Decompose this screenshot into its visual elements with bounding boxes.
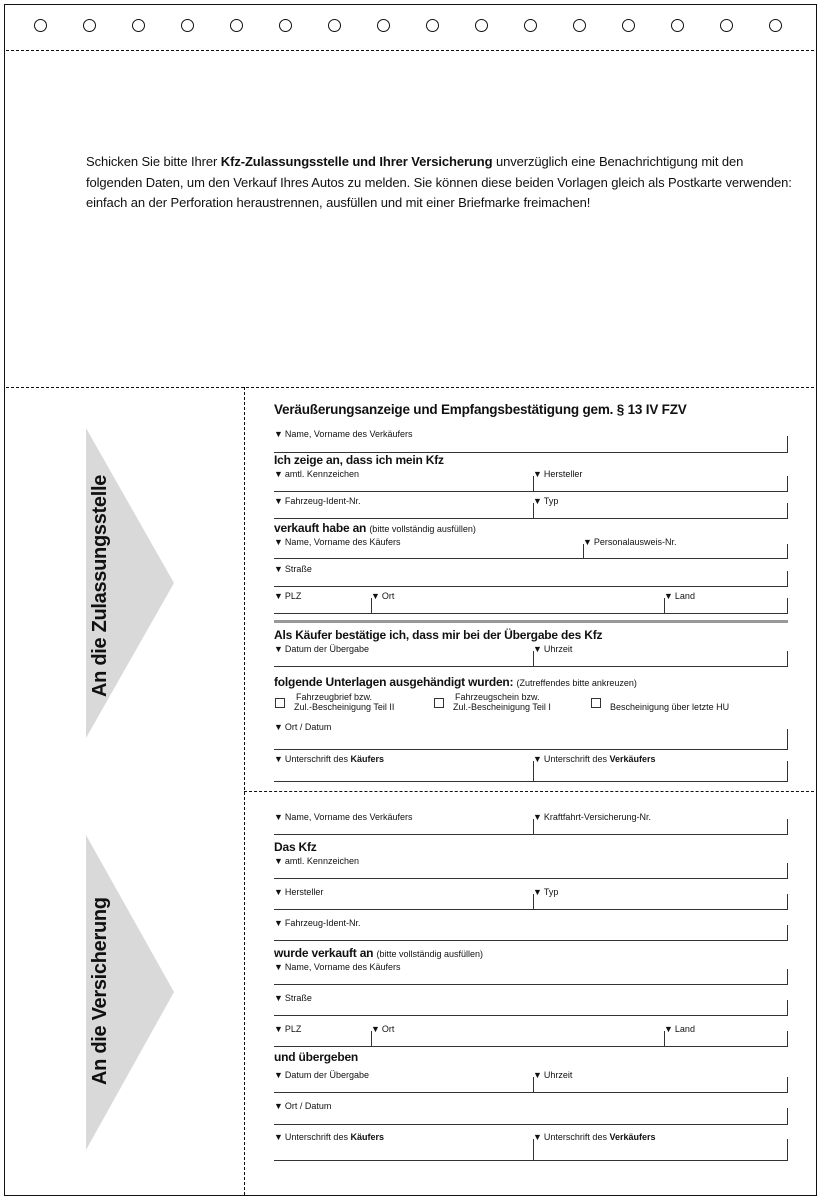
field-divider — [533, 1077, 534, 1092]
field-end-tick — [787, 863, 788, 878]
input-seller-insurance[interactable] — [274, 834, 788, 835]
field-divider — [664, 598, 665, 613]
field-end-tick — [787, 729, 788, 749]
triangle-down-icon: ▼ — [274, 469, 283, 479]
field-label-plate-v: ▼ amtl. Kennzeichen — [274, 856, 359, 866]
triangle-down-icon: ▼ — [274, 537, 283, 547]
triangle-down-icon: ▼ — [274, 1132, 283, 1142]
field-label-street: ▼ Straße — [274, 564, 312, 574]
field-divider — [664, 1031, 665, 1046]
field-label-manufacturer-v: ▼ Hersteller — [274, 887, 324, 897]
field-label-country-v: ▼ Land — [664, 1024, 695, 1034]
heading-sold: verkauft habe an (bitte vollständig ausfüllen) — [274, 521, 476, 535]
field-label-buyer-name: ▼ Name, Vorname des Käufers — [274, 537, 401, 547]
field-label-city-v: ▼ Ort — [371, 1024, 395, 1034]
field-label-buyer-name-v: ▼ Name, Vorname des Käufers — [274, 962, 401, 972]
input-place-date[interactable] — [274, 749, 788, 750]
field-end-tick — [787, 503, 788, 518]
field-end-tick — [787, 925, 788, 940]
field-label-signature-buyer-v: ▼ Unterschrift des Käufers — [274, 1132, 384, 1142]
punch-hole-icon — [524, 19, 537, 32]
input-vin-type[interactable] — [274, 518, 788, 519]
triangle-down-icon: ▼ — [533, 469, 542, 479]
field-divider — [533, 1139, 534, 1160]
field-divider — [583, 544, 584, 558]
triangle-down-icon: ▼ — [533, 496, 542, 506]
label-zulassungsstelle: An die Zulassungsstelle — [89, 474, 111, 697]
field-end-tick — [787, 1077, 788, 1092]
punch-hole-icon — [622, 19, 635, 32]
field-label-plate: ▼ amtl. Kennzeichen — [274, 469, 359, 479]
field-label-type: ▼ Typ — [533, 496, 559, 506]
input-signatures-v[interactable] — [274, 1160, 788, 1161]
intro-text: Schicken Sie bitte Ihrer Kfz-Zulassungsstelle und Ihrer Versicherung unverzüglich eine Benachrichtigung mit den folgenden Daten, um den Verkauf Ihres Autos zu melden. Sie können diese beiden Vorlagen gleich als Postkarte verwenden: einfach an der Perforation heraustrennen, ausfüllen und mit einer Briefmarke freimachen! — [86, 154, 792, 210]
checkbox-inspection-certificate[interactable] — [591, 698, 601, 708]
field-label-vin: ▼ Fahrzeug-Ident-Nr. — [274, 496, 361, 506]
field-end-tick — [787, 894, 788, 909]
field-label-handover-date: ▼ Datum der Übergabe — [274, 644, 369, 654]
input-street-v[interactable] — [274, 1015, 788, 1016]
input-plate-manufacturer[interactable] — [274, 491, 788, 492]
field-divider — [533, 819, 534, 834]
triangle-down-icon: ▼ — [274, 993, 283, 1003]
input-place-date-v[interactable] — [274, 1124, 788, 1125]
field-label-signature-buyer: ▼ Unterschrift des Käufers — [274, 754, 384, 764]
input-signatures[interactable] — [274, 781, 788, 782]
field-divider — [533, 894, 534, 909]
field-end-tick — [787, 544, 788, 558]
heading-docs: folgende Unterlagen ausgehändigt wurden: (Zutreffendes bitte ankreuzen) — [274, 675, 637, 689]
field-label-insurance-no: ▼ Kraftfahrt-Versicherung-Nr. — [533, 812, 651, 822]
triangle-down-icon: ▼ — [274, 496, 283, 506]
field-divider — [371, 1031, 372, 1046]
field-label-place-date: ▼ Ort / Datum — [274, 722, 332, 732]
section-divider — [274, 620, 788, 623]
triangle-down-icon: ▼ — [274, 591, 283, 601]
field-label-id-card: ▼ Personalausweis-Nr. — [583, 537, 677, 547]
field-end-tick — [787, 1108, 788, 1124]
punch-hole-icon — [83, 19, 96, 32]
punch-hole-icon — [132, 19, 145, 32]
triangle-down-icon: ▼ — [533, 754, 542, 764]
input-buyer-name-v[interactable] — [274, 984, 788, 985]
perforation-line-cards — [244, 791, 814, 792]
label-versicherung: An die Versicherung — [89, 897, 111, 1085]
checkbox-vehicle-registration-ii[interactable] — [275, 698, 285, 708]
triangle-down-icon: ▼ — [274, 1024, 283, 1034]
triangle-down-icon: ▼ — [371, 591, 380, 601]
input-handover-date-time-v[interactable] — [274, 1092, 788, 1093]
field-label-seller-name: ▼ Name, Vorname des Verkäufers — [274, 429, 413, 439]
field-label-vin-v: ▼ Fahrzeug-Ident-Nr. — [274, 918, 361, 928]
field-label-place-date-v: ▼ Ort / Datum — [274, 1101, 332, 1111]
heading-declare: Ich zeige an, dass ich mein Kfz — [274, 453, 444, 467]
field-label-zip: ▼ PLZ — [274, 591, 302, 601]
heading-sold-v: wurde verkauft an (bitte vollständig ausfüllen) — [274, 946, 484, 960]
field-label-street-v: ▼ Straße — [274, 993, 312, 1003]
triangle-down-icon: ▼ — [583, 537, 592, 547]
label-doc1: Fahrzeugbrief bzw. Zul.-Bescheinigung Teil II — [294, 692, 395, 712]
field-label-time-v: ▼ Uhrzeit — [533, 1070, 573, 1080]
triangle-down-icon: ▼ — [664, 1024, 673, 1034]
field-end-tick — [787, 969, 788, 984]
triangle-down-icon: ▼ — [274, 1101, 283, 1111]
field-label-handover-date-v: ▼ Datum der Übergabe — [274, 1070, 369, 1080]
triangle-down-icon: ▼ — [533, 1132, 542, 1142]
punch-hole-icon — [377, 19, 390, 32]
input-manufacturer-type-v[interactable] — [274, 909, 788, 910]
triangle-down-icon: ▼ — [274, 887, 283, 897]
triangle-down-icon: ▼ — [274, 918, 283, 928]
heading-confirm: Als Käufer bestätige ich, dass mir bei der Übergabe des Kfz — [274, 628, 603, 642]
triangle-down-icon: ▼ — [664, 591, 673, 601]
punch-hole-icon — [475, 19, 488, 32]
field-label-type-v: ▼ Typ — [533, 887, 559, 897]
field-label-city: ▼ Ort — [371, 591, 395, 601]
input-handover-date-time[interactable] — [274, 666, 788, 667]
field-label-country: ▼ Land — [664, 591, 695, 601]
perforation-line-vertical — [244, 387, 245, 1195]
field-end-tick — [787, 476, 788, 491]
triangle-down-icon: ▼ — [533, 644, 542, 654]
triangle-down-icon: ▼ — [274, 429, 283, 439]
triangle-down-icon: ▼ — [533, 1070, 542, 1080]
field-label-seller-name-v: ▼ Name, Vorname des Verkäufers — [274, 812, 413, 822]
triangle-down-icon: ▼ — [274, 564, 283, 574]
form-title: Veräußerungsanzeige und Empfangsbestätigung gem. § 13 IV FZV — [274, 402, 687, 417]
input-zip-city-country-v[interactable] — [274, 1046, 788, 1047]
label-doc2: Fahrzeugschein bzw. Zul.-Bescheinigung Teil I — [453, 692, 551, 712]
triangle-down-icon: ▼ — [274, 812, 283, 822]
input-vin-v[interactable] — [274, 940, 788, 941]
field-divider — [533, 761, 534, 781]
punch-hole-icon — [328, 19, 341, 32]
field-divider — [533, 651, 534, 666]
heading-handed: und übergeben — [274, 1050, 359, 1064]
field-divider — [533, 503, 534, 518]
input-plate-v[interactable] — [274, 878, 788, 879]
perforation-line-top — [6, 50, 814, 51]
field-label-manufacturer: ▼ Hersteller — [533, 469, 583, 479]
triangle-down-icon: ▼ — [533, 812, 542, 822]
input-buyer-name-id[interactable] — [274, 558, 788, 559]
field-label-signature-seller-v: ▼ Unterschrift des Verkäufers — [533, 1132, 656, 1142]
punch-hole-icon — [279, 19, 292, 32]
field-end-tick — [787, 436, 788, 452]
triangle-down-icon: ▼ — [274, 856, 283, 866]
field-label-zip-v: ▼ PLZ — [274, 1024, 302, 1034]
triangle-down-icon: ▼ — [533, 887, 542, 897]
label-doc3: Bescheinigung über letzte HU — [610, 702, 730, 712]
field-end-tick — [787, 598, 788, 613]
field-end-tick — [787, 761, 788, 781]
field-end-tick — [787, 1031, 788, 1046]
punch-hole-icon — [720, 19, 733, 32]
field-divider — [533, 476, 534, 491]
triangle-down-icon: ▼ — [274, 754, 283, 764]
punch-hole-icon — [573, 19, 586, 32]
field-label-signature-seller: ▼ Unterschrift des Verkäufers — [533, 754, 656, 764]
punch-hole-icon — [230, 19, 243, 32]
heading-car: Das Kfz — [274, 840, 317, 854]
punch-hole-icon — [34, 19, 47, 32]
field-end-tick — [787, 571, 788, 586]
field-end-tick — [787, 1139, 788, 1160]
field-label-time: ▼ Uhrzeit — [533, 644, 573, 654]
field-end-tick — [787, 1000, 788, 1015]
punch-hole-icon — [181, 19, 194, 32]
punch-hole-icon — [426, 19, 439, 32]
triangle-down-icon: ▼ — [274, 644, 283, 654]
input-street[interactable] — [274, 586, 788, 587]
input-zip-city-country[interactable] — [274, 613, 788, 614]
field-divider — [371, 598, 372, 613]
punch-hole-icon — [671, 19, 684, 32]
field-end-tick — [787, 651, 788, 666]
triangle-down-icon: ▼ — [274, 962, 283, 972]
triangle-down-icon: ▼ — [371, 1024, 380, 1034]
triangle-down-icon: ▼ — [274, 1070, 283, 1080]
checkbox-vehicle-registration-i[interactable] — [434, 698, 444, 708]
field-end-tick — [787, 819, 788, 834]
perforation-line-middle — [6, 387, 814, 388]
triangle-down-icon: ▼ — [274, 722, 283, 732]
punch-hole-icon — [769, 19, 782, 32]
